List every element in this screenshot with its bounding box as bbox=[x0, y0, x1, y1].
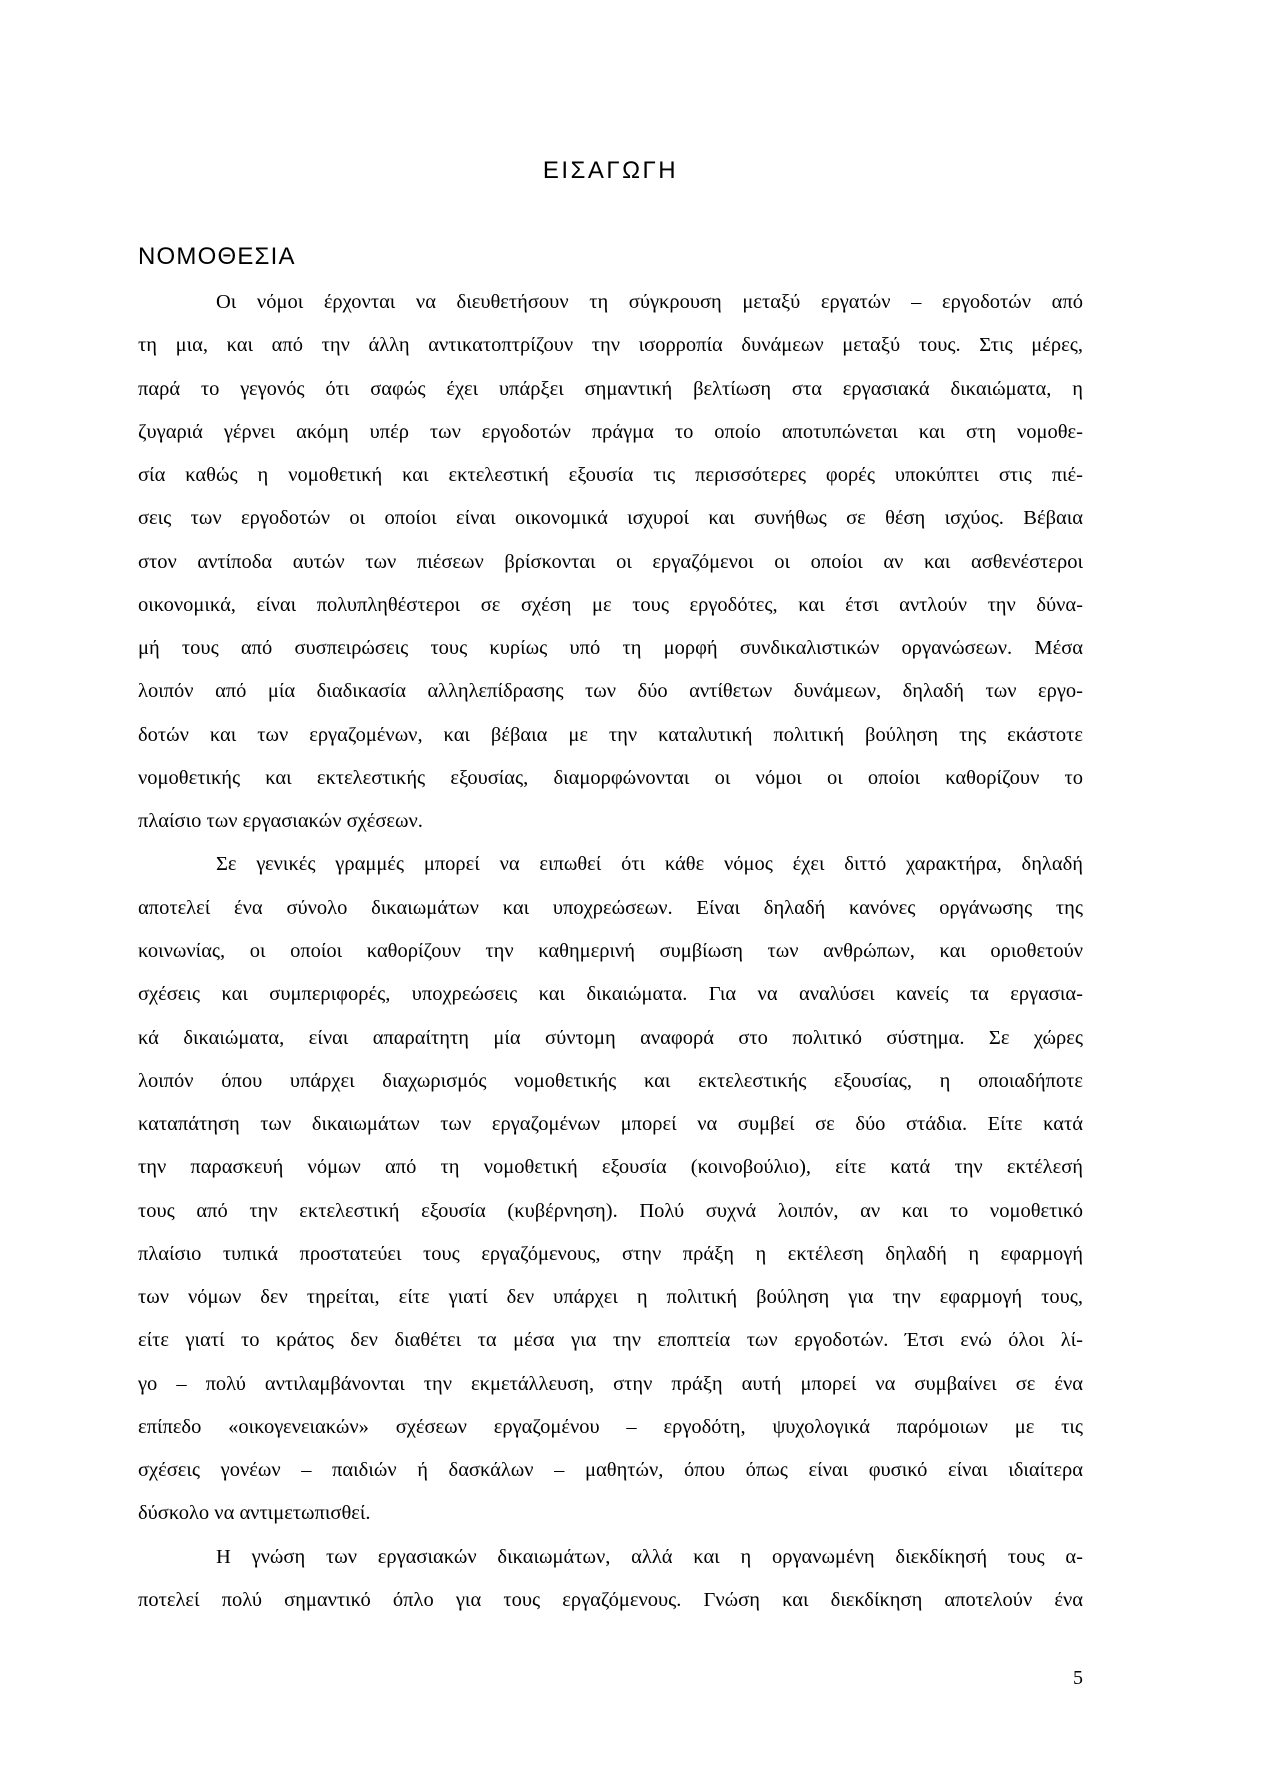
body-line: κά δικαιώματα, είναι απαραίτητη μία σύντομη αναφορά στο πολιτικό σύστημα. Σε χώρες bbox=[138, 1026, 1083, 1049]
body-line: κοινωνίας, οι οποίοι καθορίζουν την καθημερινή συμβίωση των ανθρώπων, και οριοθετούν bbox=[138, 939, 1083, 962]
body-line: σχέσεις γονέων – παιδιών ή δασκάλων – μαθητών, όπου όπως είναι φυσικό είναι ιδιαίτερα bbox=[138, 1459, 1083, 1482]
paragraph bbox=[138, 281, 1083, 843]
body-line: στον αντίποδα αυτών των πιέσεων βρίσκονται οι εργαζόμενοι οι οποίοι αν και ασθενέστεροι bbox=[138, 550, 1083, 573]
body-line: Η γνώση των εργασιακών δικαιωμάτων, αλλά και η οργανωμένη διεκδίκησή τους α- bbox=[216, 1545, 1083, 1568]
body-line: λοιπόν όπου υπάρχει διαχωρισμός νομοθετικής και εκτελεστικής εξουσίας, η οποιαδήποτε bbox=[138, 1069, 1083, 1092]
body-line: ζυγαριά γέρνει ακόμη υπέρ των εργοδοτών πράγμα το οποίο αποτυπώνεται και στη νομοθε- bbox=[138, 420, 1083, 443]
page-number: 5 bbox=[1073, 1667, 1083, 1689]
body-line: σχέσεις και συμπεριφορές, υποχρεώσεις και δικαιώματα. Για να αναλύσει κανείς τα εργασια- bbox=[138, 983, 1083, 1006]
body-line: δοτών και των εργαζομένων, και βέβαια με την καταλυτική πολιτική βούληση της εκάστοτε bbox=[138, 723, 1083, 746]
body-line: οικονομικά, είναι πολυπληθέστεροι σε σχέση με τους εργοδότες, και έτσι αντλούν την δύνα- bbox=[138, 593, 1083, 616]
body-line: λοιπόν από μία διαδικασία αλληλεπίδρασης των δύο αντίθετων δυνάμεων, δηλαδή των εργο- bbox=[138, 680, 1083, 703]
body-line: παρά το γεγονός ότι σαφώς έχει υπάρξει σημαντική βελτίωση στα εργασιακά δικαιώματα, η bbox=[138, 377, 1083, 400]
body-line: μή τους από συσπειρώσεις τους κυρίως υπό τη μορφή συνδικαλιστικών οργανώσεων. Μέσα bbox=[138, 637, 1083, 660]
body-line: ποτελεί πολύ σημαντικό όπλο για τους εργαζόμενους. Γνώση και διεκδίκηση αποτελούν ένα bbox=[138, 1588, 1083, 1611]
paragraph bbox=[138, 843, 1083, 1535]
body-line: τη μια, και από την άλλη αντικατοπτρίζουν την ισορροπία δυνάμεων μεταξύ τους. Στις μέρες, bbox=[138, 334, 1083, 357]
body-line: Οι νόμοι έρχονται να διευθετήσουν τη σύγκρουση μεταξύ εργατών – εργοδοτών από bbox=[216, 291, 1083, 313]
body-line: γο – πολύ αντιλαμβάνονται την εκμετάλλευση, στην πράξη αυτή μπορεί να συμβαίνει σε ένα bbox=[138, 1372, 1083, 1395]
body-line: την παρασκευή νόμων από τη νομοθετική εξουσία (κοινοβούλιο), είτε κατά την εκτέλεσή bbox=[138, 1156, 1083, 1179]
body-line: σεις των εργοδοτών οι οποίοι είναι οικονομικά ισχυροί και συνήθως σε θέση ισχύος. Βέβαια bbox=[138, 507, 1083, 530]
body-line: πλαίσιο των εργασιακών σχέσεων. bbox=[138, 810, 423, 833]
body-line: είτε γιατί το κράτος δεν διαθέτει τα μέσα για την εποπτεία των εργοδοτών. Έτσι ενώ όλοι λί- bbox=[138, 1329, 1083, 1352]
body-line: Σε γενικές γραμμές μπορεί να ειπωθεί ότι κάθε νόμος έχει διττό χαρακτήρα, δηλαδή bbox=[216, 853, 1083, 876]
body-line: των νόμων δεν τηρείται, είτε γιατί δεν υπάρχει η πολιτική βούληση για την εφαρμογή τους, bbox=[138, 1286, 1083, 1309]
body-line: αποτελεί ένα σύνολο δικαιωμάτων και υποχρεώσεων. Είναι δηλαδή κανόνες οργάνωσης της bbox=[138, 896, 1083, 919]
body-line: νομοθετικής και εκτελεστικής εξουσίας, διαμορφώνονται οι νόμοι οι οποίοι καθορίζουν το bbox=[138, 766, 1083, 789]
body-line: πλαίσιο τυπικά προστατεύει τους εργαζόμενους, στην πράξη η εκτέλεση δηλαδή η εφαρμογή bbox=[138, 1242, 1083, 1265]
paragraph bbox=[138, 1536, 1083, 1623]
body-line: καταπάτηση των δικαιωμάτων των εργαζομένων μπορεί να συμβεί σε δύο στάδια. Είτε κατά bbox=[138, 1113, 1083, 1136]
section-heading: ΝΟΜΟΘΕΣΙΑ bbox=[138, 243, 296, 270]
page-title: ΕΙΣΑΓΩΓΗ bbox=[542, 157, 679, 184]
body-text bbox=[138, 281, 1083, 1622]
body-line: τους από την εκτελεστική εξουσία (κυβέρνηση). Πολύ συχνά λοιπόν, αν και το νομοθετικό bbox=[138, 1199, 1083, 1222]
body-line: σία καθώς η νομοθετική και εκτελεστική εξουσία τις περισσότερες φορές υποκύπτει στις πιέ- bbox=[138, 464, 1083, 487]
body-line: δύσκολο να αντιμετωπισθεί. bbox=[138, 1502, 371, 1525]
body-line: επίπεδο «οικογενειακών» σχέσεων εργαζομένου – εργοδότη, ψυχολογικά παρόμοιων με τις bbox=[138, 1415, 1083, 1438]
